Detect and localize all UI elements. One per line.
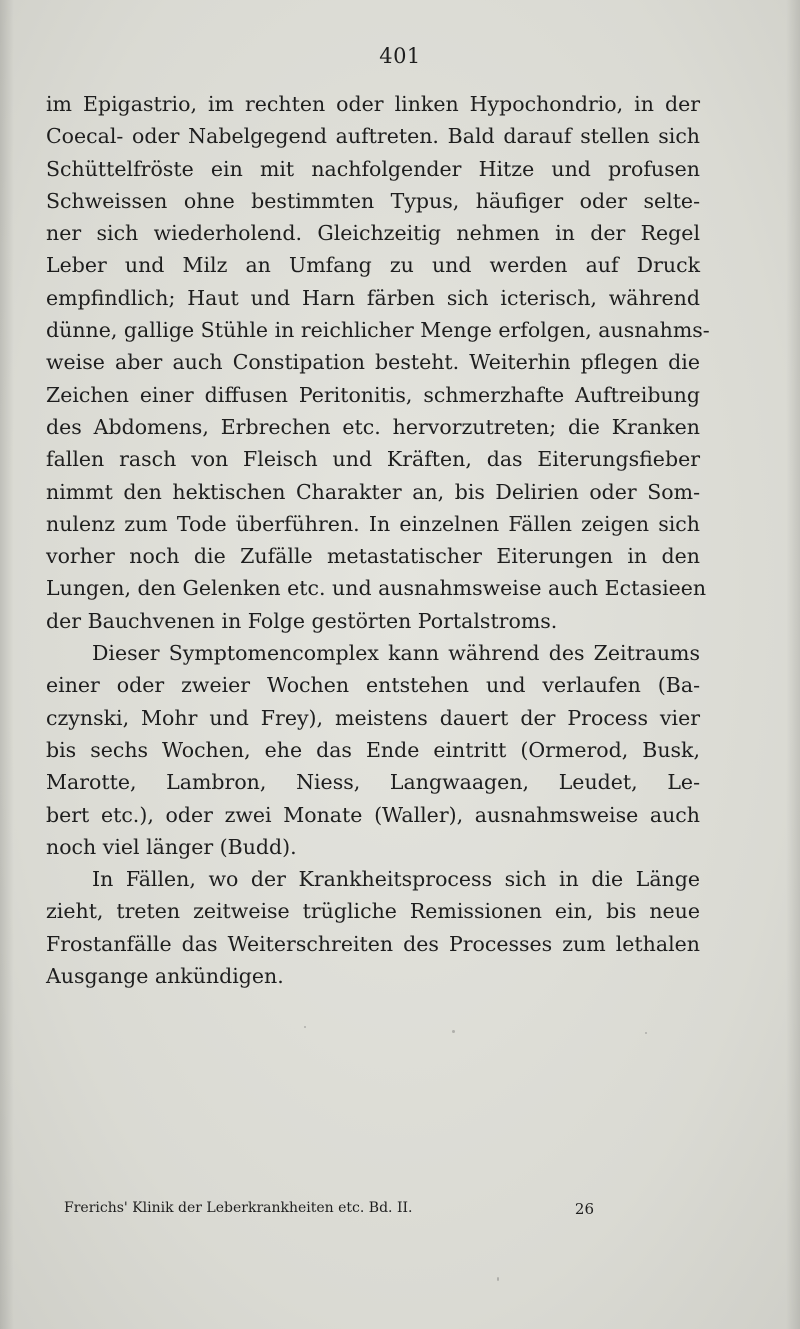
paper-speck	[497, 1277, 499, 1281]
text-line: In Fällen, wo der Krankheitsprocess sich in die Länge	[92, 867, 700, 892]
signature-mark: 26	[574, 1200, 594, 1218]
text-line: Schüttelfröste ein mit nachfolgender Hitze und profusen	[46, 156, 700, 181]
body-text	[46, 88, 710, 992]
paper-speck	[452, 1030, 455, 1033]
text-line: der Bauchvenen in Folge gestörten Portalstroms.	[46, 608, 558, 633]
text-line: vorher noch die Zufälle metastatischer Eiterungen in den	[46, 544, 700, 569]
text-line: nimmt den hektischen Charakter an, bis Delirien oder Som-	[46, 479, 700, 504]
text-line: Ausgange ankündigen.	[46, 964, 284, 989]
text-line: weise aber auch Constipation besteht. Weiterhin pflegen die	[46, 350, 700, 375]
text-line: noch viel länger (Budd).	[46, 834, 297, 859]
text-line: Marotte, Lambron, Niess, Langwaagen, Leudet, Le-	[46, 770, 700, 795]
page-left-edge	[0, 0, 14, 1329]
text-line: fallen rasch von Fleisch und Kräften, das Eiterungsfieber	[46, 447, 700, 472]
text-line: dünne, gallige Stühle in reichlicher Menge erfolgen, ausnahms-	[46, 318, 710, 343]
page-footer	[64, 1200, 594, 1216]
page-right-edge	[786, 0, 800, 1329]
text-line: Lungen, den Gelenken etc. und ausnahmsweise auch Ectasieen	[46, 576, 707, 601]
paper-speck	[304, 1026, 306, 1028]
text-line: zieht, treten zeitweise trügliche Remissionen ein, bis neue	[46, 899, 700, 924]
text-line: im Epigastrio, im rechten oder linken Hypochondrio, in der	[46, 92, 700, 116]
text-line: nulenz zum Tode überführen. In einzelnen Fällen zeigen sich	[46, 511, 700, 536]
text-line: Dieser Symptomencomplex kann während des Zeitraums	[92, 641, 700, 666]
text-line: des Abdomens, Erbrechen etc. hervorzutreten; die Kranken	[46, 414, 700, 439]
text-line: czynski, Mohr und Frey), meistens dauert der Process vier	[46, 705, 700, 730]
page-number: 401	[379, 44, 421, 68]
text-line: bis sechs Wochen, ehe das Ende eintritt (Ormerod, Busk,	[46, 737, 700, 762]
text-line: Zeichen einer diffusen Peritonitis, schmerzhafte Auftreibung	[46, 382, 700, 407]
text-line: Schweissen ohne bestimmten Typus, häufiger oder selte-	[46, 188, 700, 213]
footer-title: Frerichs' Klinik der Leberkrankheiten etc. Bd. II.	[64, 1200, 413, 1216]
text-line: ner sich wiederholend. Gleichzeitig nehmen in der Regel	[46, 221, 700, 246]
text-line: Leber und Milz an Umfang zu und werden auf Druck	[46, 253, 700, 278]
text-line: einer oder zweier Wochen entstehen und verlaufen (Ba-	[46, 673, 700, 698]
text-line: bert etc.), oder zwei Monate (Waller), ausnahmsweise auch	[46, 802, 700, 827]
text-line: empfindlich; Haut und Harn färben sich icterisch, während	[46, 285, 700, 310]
text-line: Frostanfälle das Weiterschreiten des Processes zum lethalen	[46, 931, 700, 956]
paper-speck	[645, 1032, 647, 1034]
text-line: Coecal- oder Nabelgegend auftreten. Bald darauf stellen sich	[46, 124, 700, 149]
